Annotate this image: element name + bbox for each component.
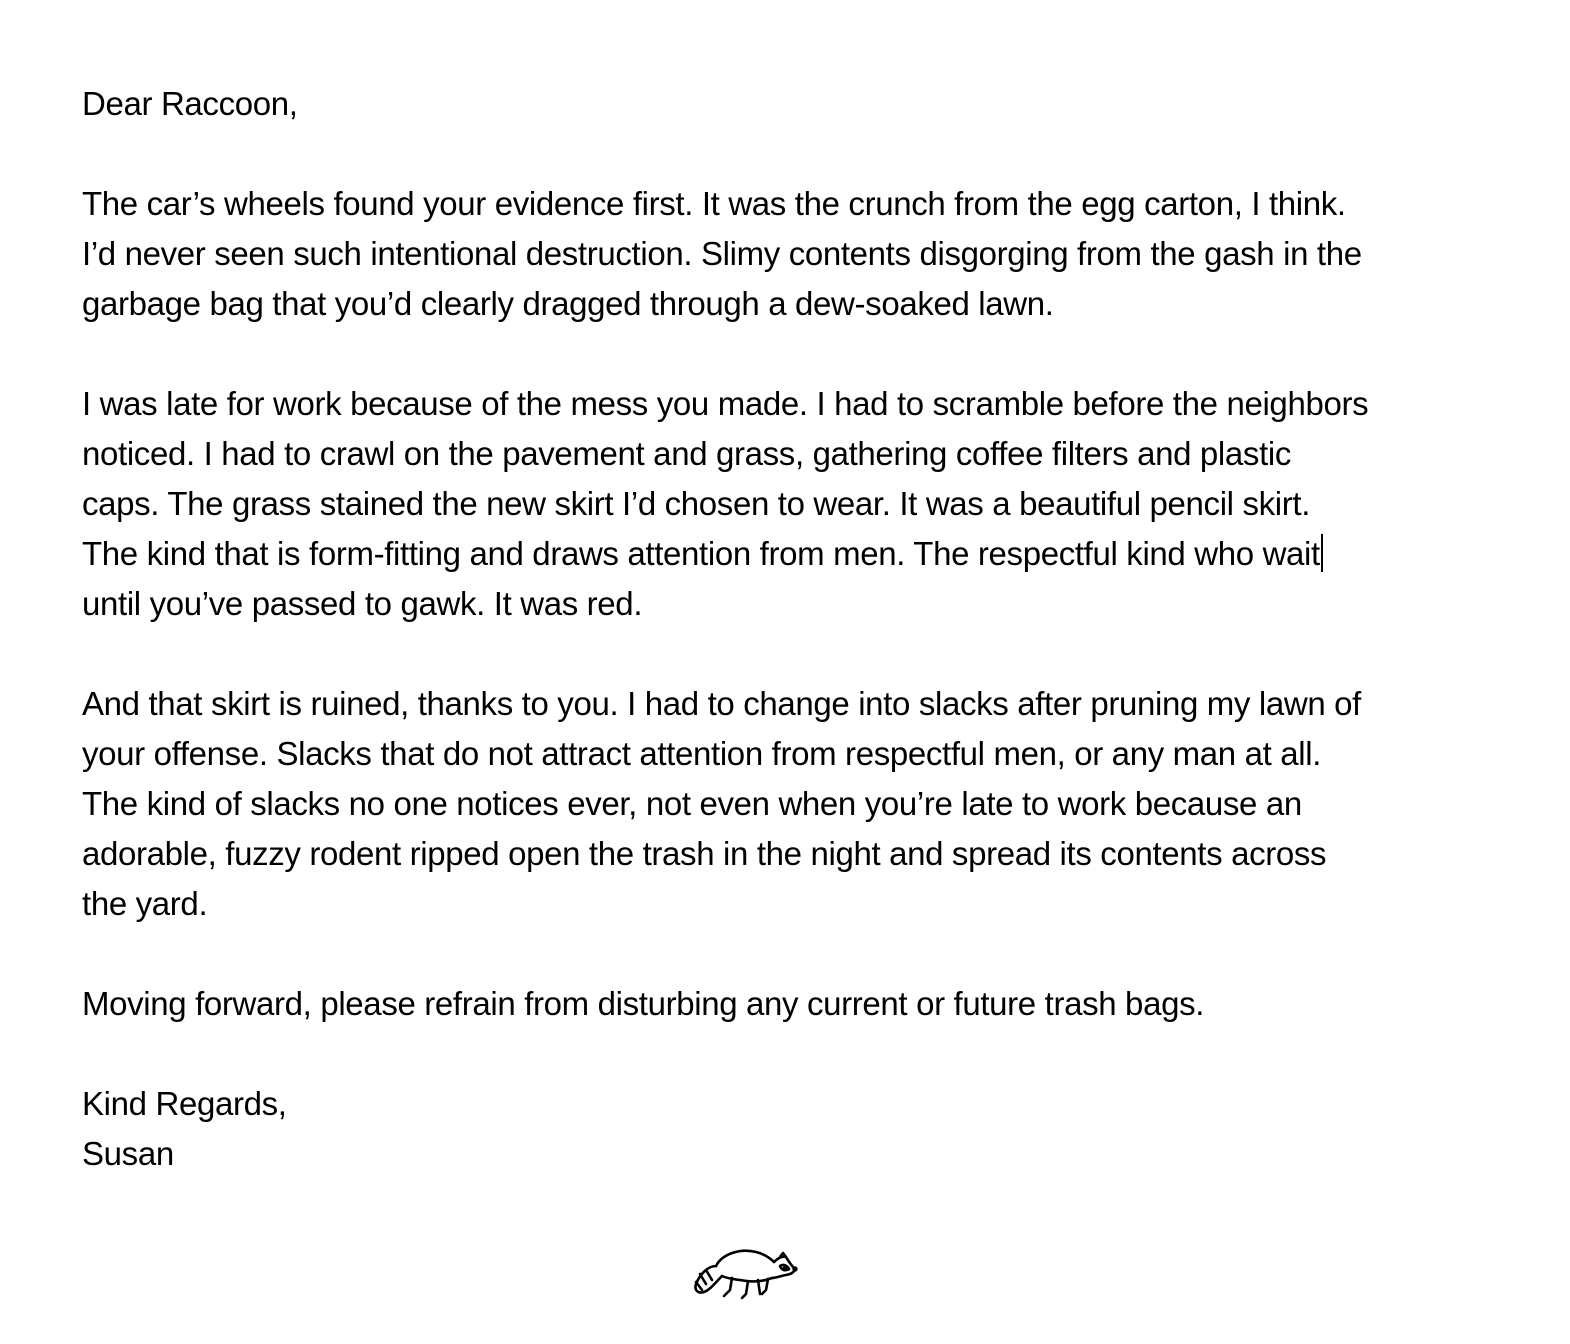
paragraph-2-text-after-caret: until you’ve passed to gawk. It was red.: [82, 585, 643, 622]
paragraph-spacer: [82, 329, 1542, 379]
salutation: Dear Raccoon,: [82, 85, 298, 122]
paragraph-2-text-before-caret: I was late for work because of the mess you made. I had to scramble before the neighbors noticed. I had to crawl on the pavement and grass, gathering coffee filters and plastic caps. The grass stained the new skirt I’d chosen to wear. It was a beautiful pencil skirt. The kind that is form-fitting and draws attention from men. The respectful kind who wait: [82, 385, 1369, 572]
paragraph-spacer: [82, 929, 1542, 979]
raccoon-icon: [688, 1244, 798, 1308]
text-cursor: [1321, 534, 1323, 572]
paragraph-1: The car’s wheels found your evidence first. It was the crunch from the egg carton, I think. I’d never seen such intentional destruction. Slimy contents disgorging from the gash in the garbage bag that you’d clearly dragged through a dew-soaked lawn.: [82, 185, 1362, 322]
paragraph-spacer: [82, 1029, 1542, 1079]
paragraph-3: And that skirt is ruined, thanks to you. I had to change into slacks after pruning my lawn of your offense. Slacks that do not attract attention from respectful men, or any man at all. The kind of slacks no one notices ever, not even when you’re late to work because an adorable, fuzzy rodent ripped open the trash in the night and spread its contents across the yard.: [82, 685, 1361, 922]
letter-body[interactable]: [82, 79, 1542, 1179]
paragraph-4: Moving forward, please refrain from disturbing any current or future trash bags.: [82, 985, 1205, 1022]
signature: Susan: [82, 1135, 174, 1172]
closing: Kind Regards,: [82, 1085, 287, 1122]
paragraph-spacer: [82, 129, 1542, 179]
paragraph-spacer: [82, 629, 1542, 679]
paragraph-2: [82, 379, 1542, 629]
